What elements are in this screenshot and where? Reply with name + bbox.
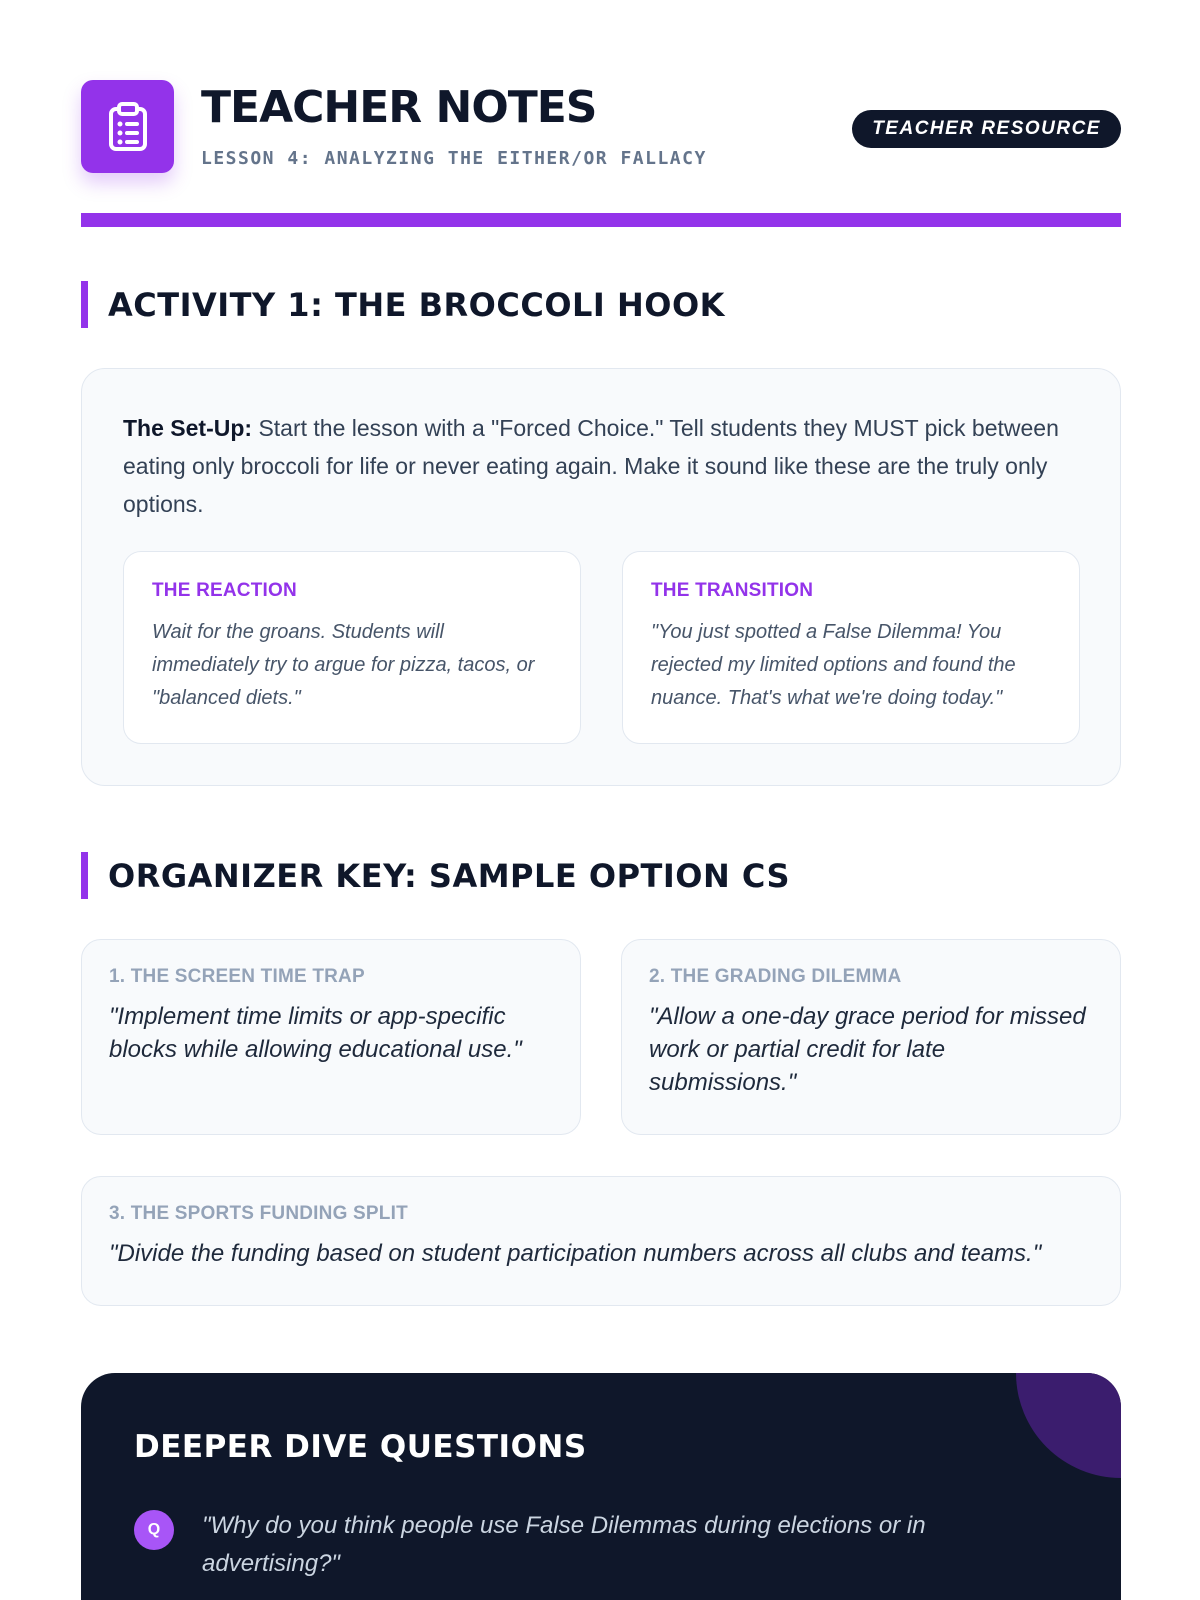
page-header <box>81 80 1121 174</box>
decorative-circle <box>1016 1373 1121 1478</box>
transition-card <box>622 551 1080 744</box>
setup-text: Start the lesson with a "Forced Choice." Tell students they MUST pick between eating only broccoli for life or never eating again. Make it sound like these are the truly only options. <box>123 415 1059 517</box>
deeper-dive-heading: DEEPER DIVE QUESTIONS <box>134 1429 587 1465</box>
organizer-card-label: 2. THE GRADING DILEMMA <box>649 966 902 987</box>
question-marker-icon: Q <box>134 1510 174 1550</box>
section-accent-bar <box>81 852 88 899</box>
setup-label: The Set-Up: <box>123 415 253 441</box>
organizer-card-screen-time <box>81 939 581 1135</box>
organizer-card-label: 3. THE SPORTS FUNDING SPLIT <box>109 1203 408 1224</box>
organizer-heading: ORGANIZER KEY: SAMPLE OPTION CS <box>108 856 791 895</box>
teacher-notes-page <box>81 80 1121 1577</box>
reaction-card <box>123 551 581 744</box>
page-title: TEACHER NOTES <box>201 82 597 133</box>
teacher-resource-badge: TEACHER RESOURCE <box>852 110 1121 148</box>
reaction-label: THE REACTION <box>152 580 297 601</box>
activity-heading: ACTIVITY 1: THE BROCCOLI HOOK <box>108 285 725 324</box>
activity-section-heading <box>81 281 725 328</box>
page-subtitle: LESSON 4: ANALYZING THE EITHER/OR FALLACY <box>201 148 707 169</box>
organizer-card-label: 1. THE SCREEN TIME TRAP <box>109 966 365 987</box>
organizer-card-grading <box>621 939 1121 1135</box>
organizer-section-heading <box>81 852 790 899</box>
deeper-dive-panel <box>81 1373 1121 1600</box>
organizer-card-text: "Divide the funding based on student participation numbers across all clubs and teams." <box>109 1240 1042 1267</box>
organizer-card-text: "Implement time limits or app-specific blocks while allowing educational use." <box>109 1003 522 1063</box>
organizer-card-text: "Allow a one-day grace period for missed work or partial credit for late submissions." <box>649 1003 1086 1096</box>
section-accent-bar <box>81 281 88 328</box>
transition-text: "You just spotted a False Dilemma! You rejected my limited options and found the nuance. That's what we're doing today." <box>651 621 1016 709</box>
activity-card <box>81 368 1121 786</box>
organizer-card-sports-funding <box>81 1176 1121 1306</box>
header-divider <box>81 213 1121 227</box>
transition-label: THE TRANSITION <box>651 580 814 601</box>
clipboard-list-icon <box>81 80 174 173</box>
question-text: "Why do you think people use False Dilemmas during elections or in advertising?" <box>202 1512 926 1577</box>
reaction-text: Wait for the groans. Students will immediately try to argue for pizza, tacos, or "balanced diets." <box>152 621 535 709</box>
setup-paragraph <box>123 409 1079 523</box>
